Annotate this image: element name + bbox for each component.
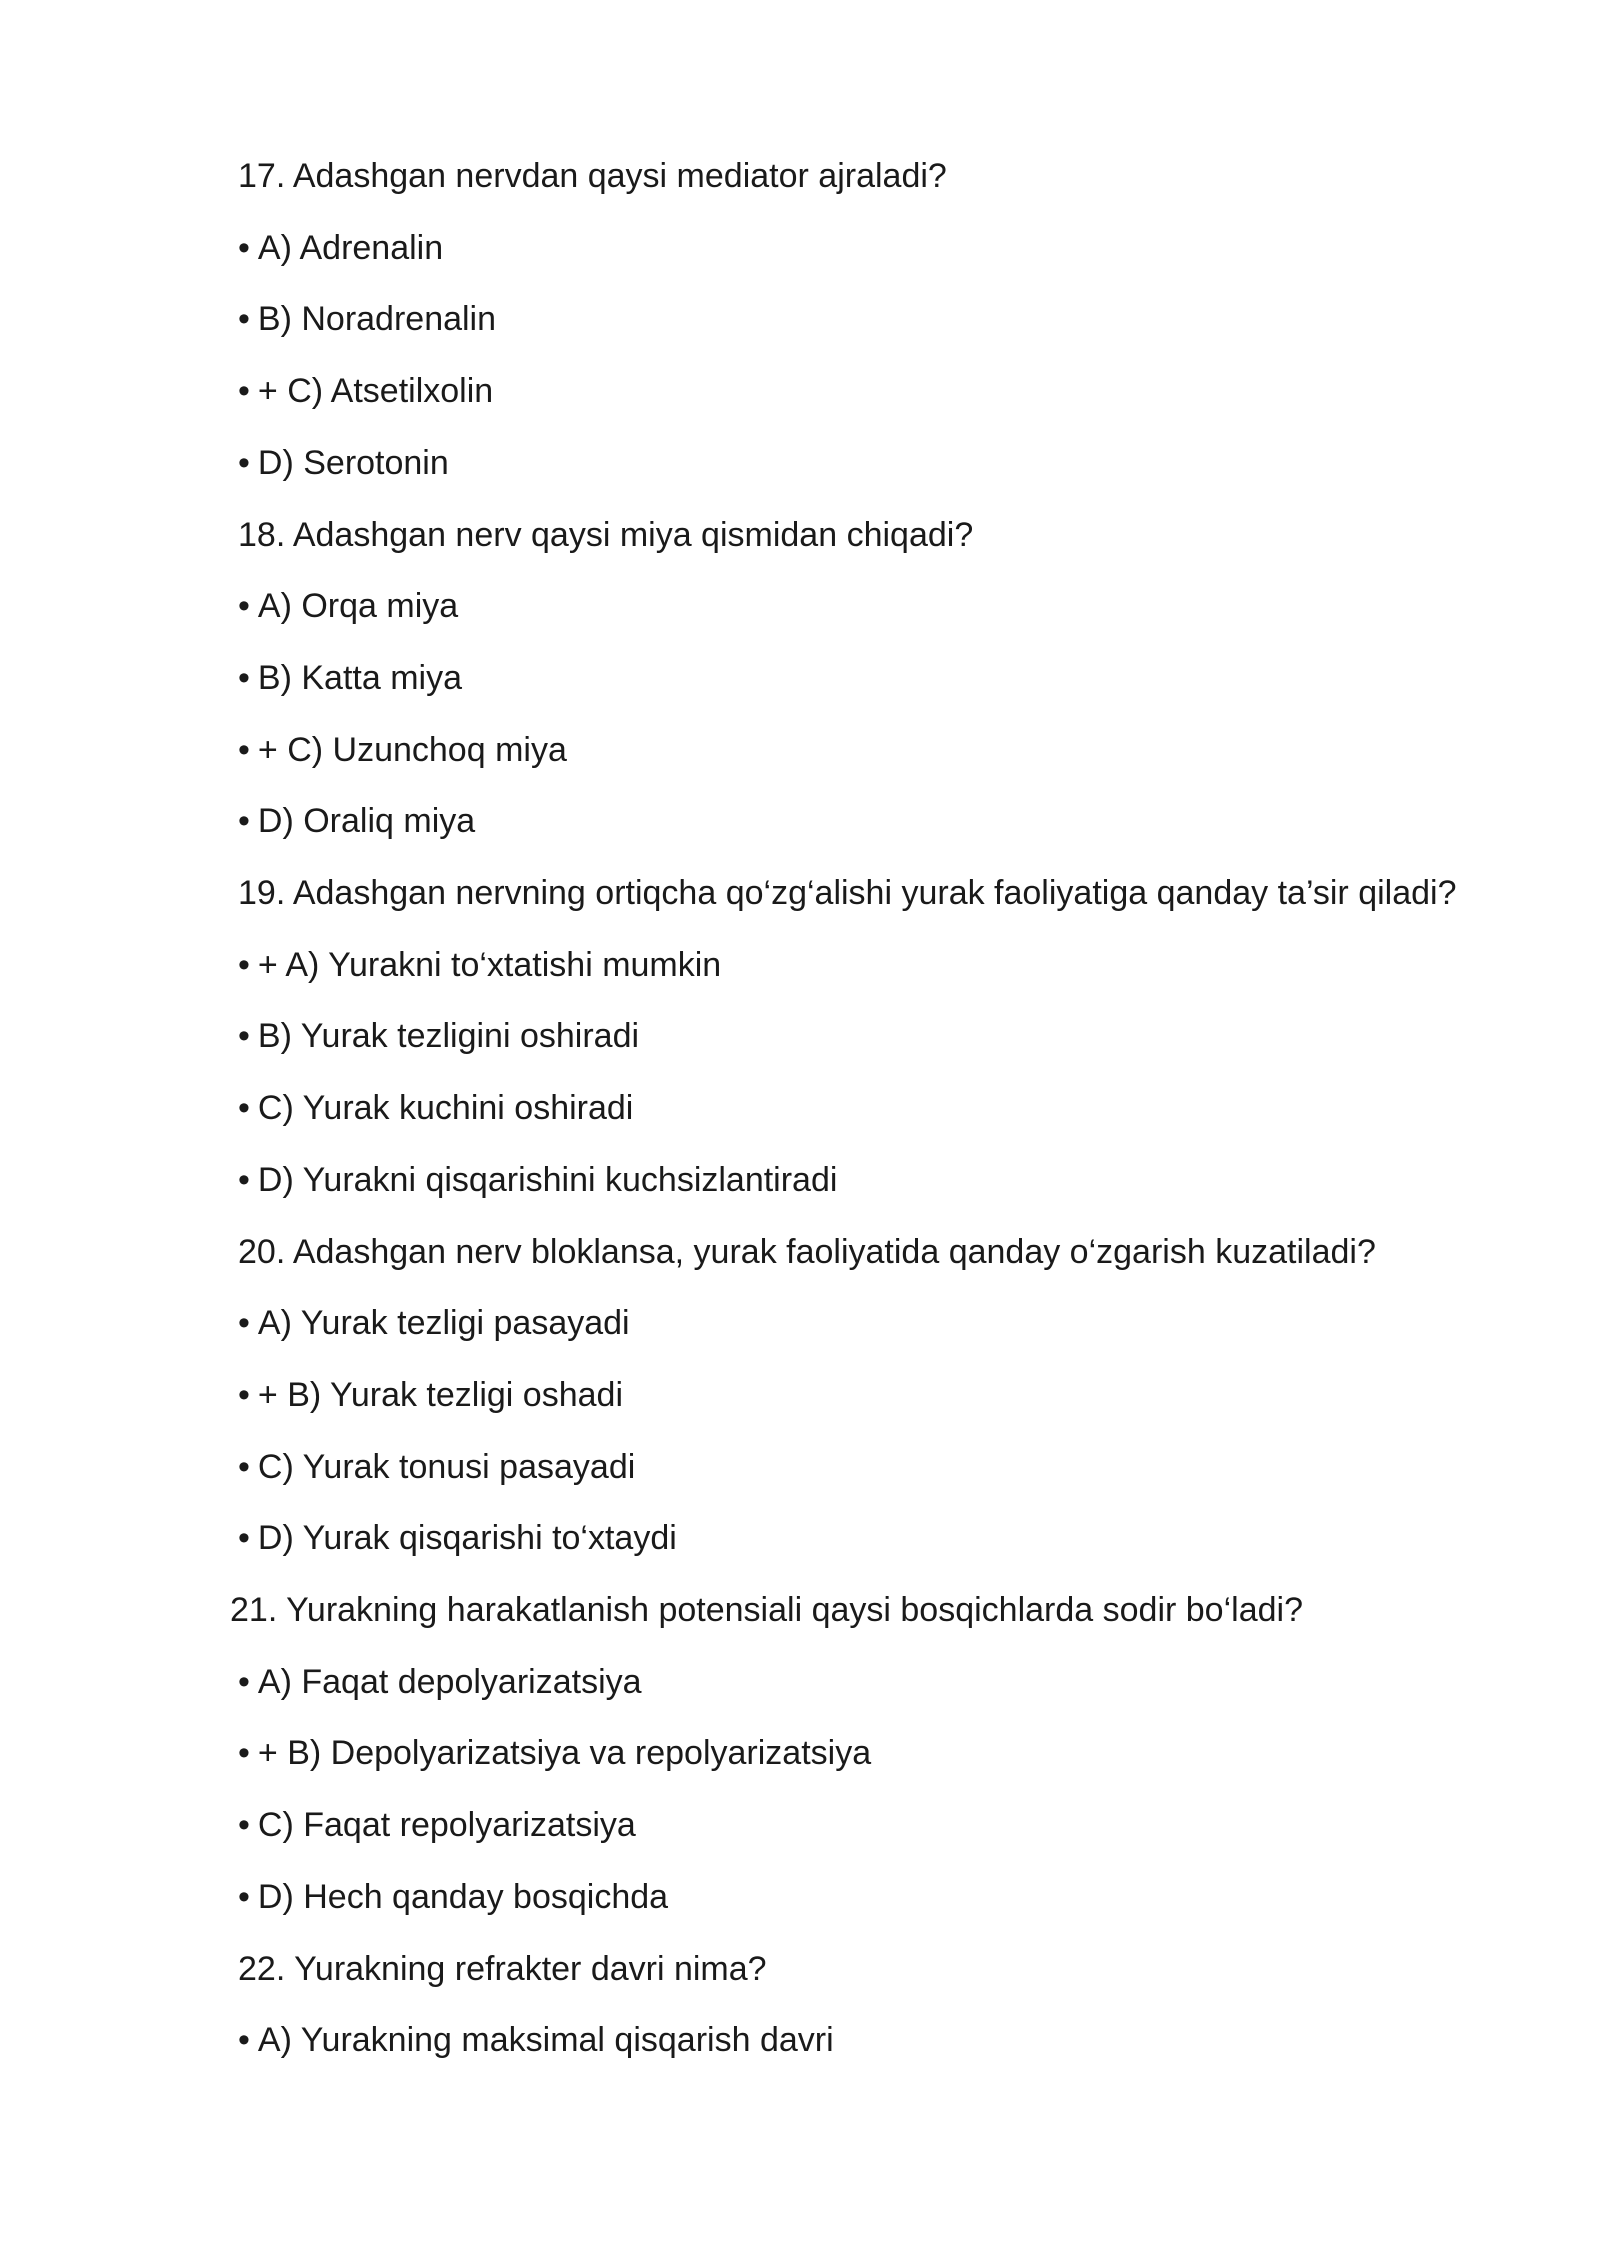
bullet-icon: • — [238, 1877, 250, 1916]
question-number: 21. — [230, 1591, 278, 1629]
option-item — [238, 945, 721, 985]
option-item — [238, 1375, 623, 1415]
option-item — [238, 1662, 642, 1702]
question-19 — [238, 873, 1457, 913]
option-item — [238, 1518, 677, 1558]
option-item — [238, 1877, 668, 1917]
bullet-icon: • — [238, 1447, 250, 1486]
option-text: D) Hech qanday bosqichda — [257, 1877, 669, 1916]
question-number: 19. — [238, 874, 286, 912]
bullet-icon: • — [238, 1806, 250, 1845]
option-item — [238, 658, 462, 698]
option-item — [238, 371, 493, 411]
option-text: + B) Depolyarizatsiya va repolyarizatsiya — [257, 1734, 872, 1773]
option-text: D) Yurakni qisqarishini kuchsizlantiradi — [257, 1160, 838, 1199]
bullet-icon: • — [238, 443, 250, 482]
option-text: A) Adrenalin — [257, 228, 444, 267]
question-text: Adashgan nervdan qaysi mediator ajraladi? — [292, 157, 947, 195]
question-20 — [238, 1232, 1376, 1272]
bullet-icon: • — [238, 1017, 250, 1056]
bullet-icon: • — [238, 1734, 250, 1773]
option-item — [238, 1016, 639, 1056]
question-text: Adashgan nerv bloklansa, yurak faoliyatida qanday o‘zgarish kuzatiladi? — [292, 1232, 1376, 1271]
option-text: + C) Atsetilxolin — [257, 372, 494, 411]
option-text: B) Katta miya — [257, 658, 462, 697]
question-text: Adashgan nerv qaysi miya qismidan chiqadi? — [292, 515, 974, 554]
bullet-icon: • — [238, 730, 250, 769]
question-text: Yurakning refrakter davri nima? — [294, 1949, 767, 1988]
option-text: + C) Uzunchoq miya — [257, 730, 567, 769]
question-18 — [238, 515, 973, 555]
question-text: Yurakning harakatlanish potensiali qaysi bosqichlarda sodir bo‘ladi? — [286, 1591, 1303, 1629]
bullet-icon: • — [238, 1304, 250, 1343]
option-text: A) Yurak tezligi pasayadi — [257, 1304, 630, 1343]
bullet-icon: • — [238, 372, 250, 411]
bullet-icon: • — [238, 1662, 250, 1701]
bullet-icon: • — [238, 945, 250, 984]
option-item — [238, 730, 567, 770]
question-text: Adashgan nervning ortiqcha qo‘zg‘alishi yurak faoliyatiga qanday ta’sir qiladi? — [292, 874, 1457, 912]
option-text: A) Yurakning maksimal qisqarish davri — [257, 2021, 834, 2060]
option-item — [238, 586, 458, 626]
question-21 — [230, 1590, 1303, 1630]
question-number: 17. — [238, 157, 286, 195]
option-text: C) Yurak tonusi pasayadi — [257, 1447, 636, 1486]
bullet-icon: • — [238, 1375, 250, 1414]
option-text: D) Serotonin — [257, 443, 449, 482]
question-22 — [238, 1949, 767, 1989]
option-text: A) Faqat depolyarizatsiya — [257, 1662, 642, 1701]
option-item — [238, 2020, 834, 2060]
option-item — [238, 1733, 871, 1773]
question-number: 18. — [238, 515, 286, 554]
option-item — [238, 1160, 837, 1200]
bullet-icon: • — [238, 300, 250, 339]
bullet-icon: • — [238, 658, 250, 697]
option-item — [238, 299, 496, 339]
question-number: 20. — [238, 1232, 286, 1271]
option-text: + B) Yurak tezligi oshadi — [257, 1375, 623, 1414]
option-item — [238, 1303, 630, 1343]
option-item — [238, 1447, 635, 1487]
option-text: D) Yurak qisqarishi to‘xtaydi — [257, 1519, 677, 1558]
option-text: C) Yurak kuchini oshiradi — [257, 1089, 634, 1128]
option-item — [238, 1805, 636, 1845]
bullet-icon: • — [238, 802, 250, 841]
bullet-icon: • — [238, 228, 250, 267]
question-number: 22. — [238, 1949, 286, 1988]
option-text: C) Faqat repolyarizatsiya — [257, 1806, 636, 1845]
question-17 — [238, 156, 947, 196]
option-item — [238, 228, 443, 268]
bullet-icon: • — [238, 2021, 250, 2060]
option-text: + A) Yurakni to‘xtatishi mumkin — [257, 945, 722, 984]
option-text: D) Oraliq miya — [257, 802, 476, 841]
option-text: B) Yurak tezligini oshiradi — [257, 1017, 640, 1056]
option-item — [238, 443, 449, 483]
bullet-icon: • — [238, 1160, 250, 1199]
bullet-icon: • — [238, 1089, 250, 1128]
option-text: B) Noradrenalin — [257, 300, 497, 339]
option-item — [238, 801, 475, 841]
bullet-icon: • — [238, 587, 250, 626]
option-text: A) Orqa miya — [257, 587, 459, 626]
option-item — [238, 1088, 633, 1128]
bullet-icon: • — [238, 1519, 250, 1558]
